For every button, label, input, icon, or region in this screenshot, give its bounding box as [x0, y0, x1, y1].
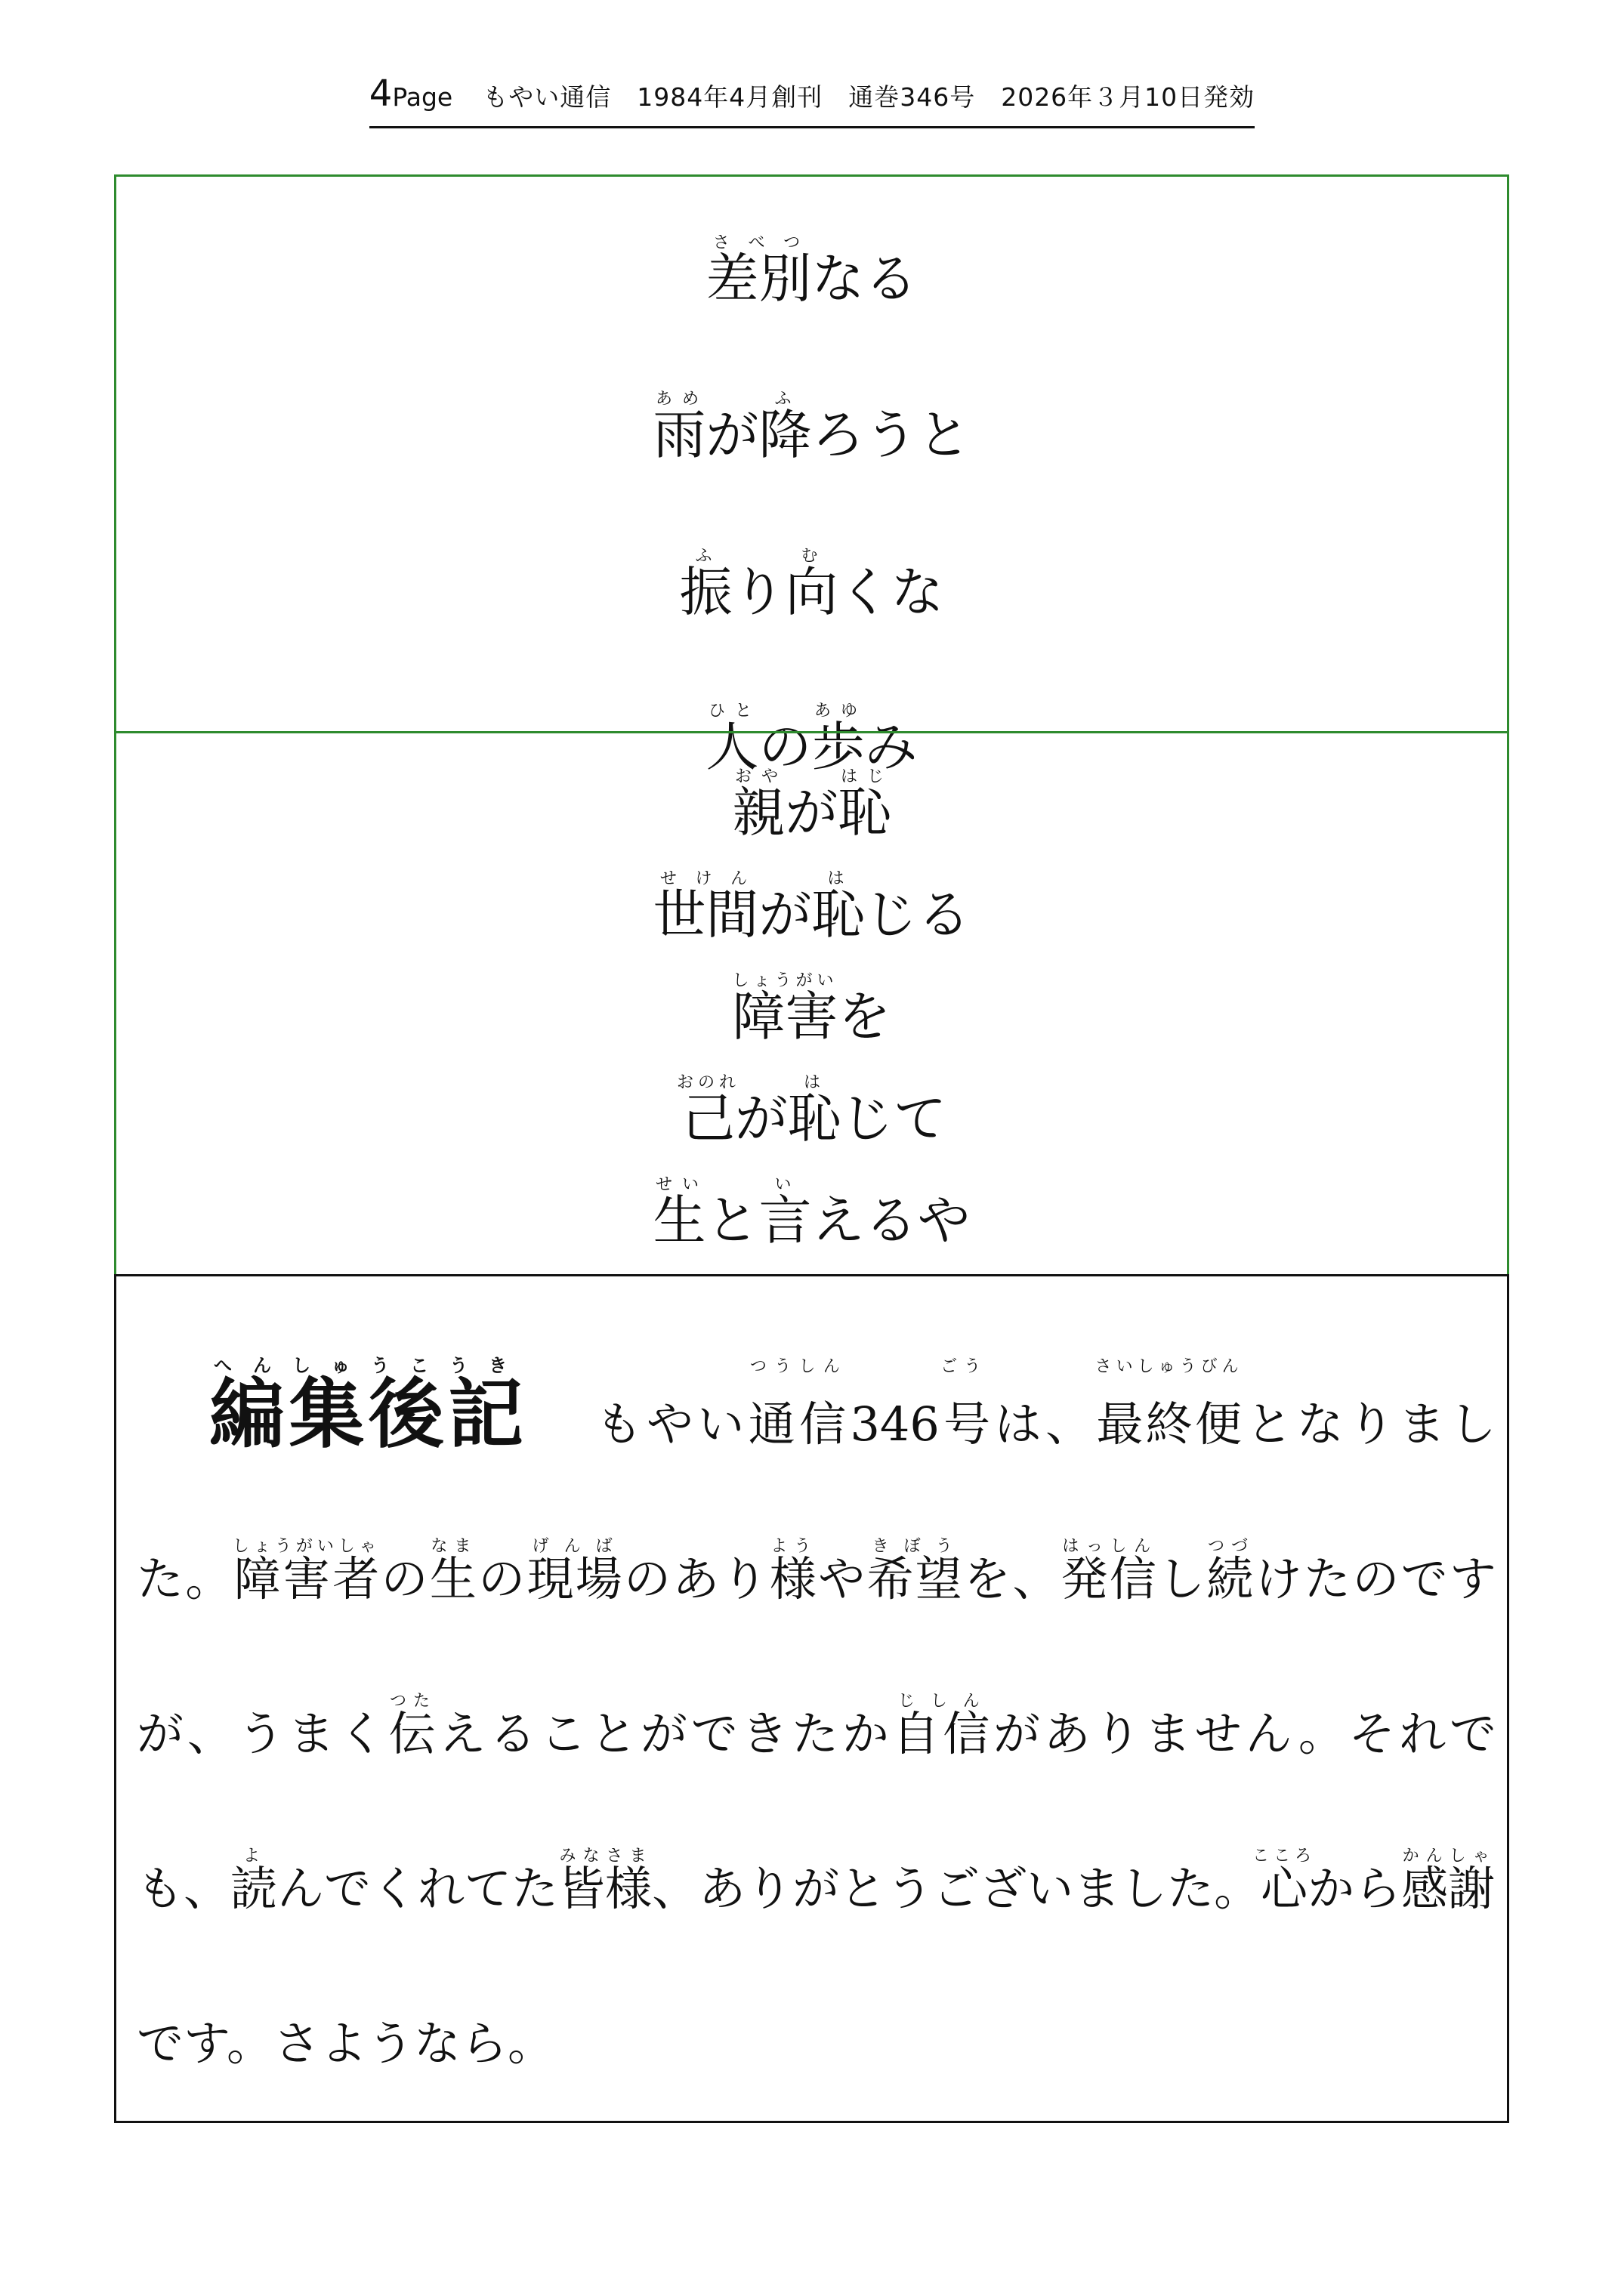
poem-2-kanji: 恥 [838, 782, 891, 844]
afterword-furigana: はっしん [1061, 1537, 1156, 1556]
poem-2-ruby [732, 767, 786, 844]
poem-2-kanji: 己 [676, 1088, 740, 1150]
poem-line [116, 869, 1507, 949]
afterword-ruby [769, 1537, 819, 1606]
poem-2-text: じる [864, 884, 971, 946]
poem-2-text: を [838, 986, 891, 1048]
poem-1-kanji: 降 [758, 404, 812, 466]
afterword-furigana: ごう [939, 1357, 986, 1376]
afterword-kanji: 様 [769, 1551, 819, 1606]
afterword-furigana: なま [429, 1537, 477, 1556]
poem-2-ruby [653, 1175, 706, 1251]
poem-1-furigana: ふ [758, 390, 812, 409]
poem-2-ruby [838, 767, 891, 844]
afterword-ruby [388, 1692, 440, 1761]
afterword-kanji: 生 [429, 1551, 479, 1606]
afterword-furigana: じしん [892, 1692, 990, 1711]
poem-1-ruby [705, 233, 812, 310]
afterword-text: や [818, 1551, 867, 1606]
afterword-ruby [1206, 1537, 1255, 1606]
poem-2-ruby [732, 971, 838, 1048]
afterword-text: を、 [964, 1551, 1061, 1606]
afterword-kanji: 発信 [1061, 1551, 1159, 1606]
poem-1-text: くな [838, 561, 944, 623]
afterword-text: がありません。それでも、 [137, 1706, 1496, 1916]
afterword-furigana: つづ [1206, 1537, 1254, 1556]
page-header [0, 73, 1624, 128]
afterword-ruby [939, 1357, 995, 1452]
afterword-furigana: つた [388, 1692, 436, 1711]
afterword-kanji: 希望 [866, 1551, 965, 1606]
poem-1-text: が [705, 404, 759, 466]
poem-2-furigana: はじ [838, 767, 891, 786]
afterword-kanji: 伝 [388, 1706, 440, 1761]
poem-2-text: が [758, 884, 812, 946]
afterword-text: は、 [994, 1396, 1097, 1452]
poem-1-furigana: ひと [705, 702, 759, 721]
poem-2-furigana: せけん [653, 869, 759, 888]
afterword-furigana: げんば [526, 1537, 622, 1556]
afterword-text: の [478, 1551, 527, 1606]
poem-line [116, 767, 1507, 847]
poem-2-kanji: 障害 [732, 986, 838, 1048]
afterword-kanji: 心 [1252, 1861, 1317, 1916]
afterword-kanji: 続 [1206, 1551, 1255, 1606]
afterword-furigana: つうしん [748, 1357, 847, 1376]
poem-1-text: ろうと [811, 404, 971, 466]
poem-2-text: が [785, 782, 838, 844]
poem-2-furigana: い [758, 1175, 812, 1194]
afterword-furigana: みなさま [558, 1847, 653, 1866]
poem-1-kanji: 向 [785, 561, 838, 623]
afterword-title-furigana: へんしゅうこうき [209, 1355, 524, 1376]
poem-2-ruby [653, 869, 759, 946]
poem-1-furigana: む [785, 547, 838, 566]
poem-1-furigana: ふ [679, 547, 733, 566]
afterword-text: から [1308, 1861, 1402, 1916]
publication-info: もやい通信 1984年4月創刊 通巻346号 2026年３月10日発効 [483, 82, 1255, 112]
afterword-text: 346 [850, 1396, 940, 1452]
poem-1-furigana: さべつ [705, 233, 812, 252]
poem-1-kanji: 人 [705, 716, 759, 778]
afterword-text: 、ありがとうございました。 [652, 1861, 1261, 1916]
poem-1-kanji: 歩 [811, 716, 865, 778]
poem-1-text: り [732, 561, 786, 623]
afterword-kanji: 障害者 [232, 1551, 381, 1606]
poem-1-kanji: 雨 [653, 404, 706, 466]
afterword-text: となりました。 [137, 1396, 1496, 1606]
poem-1-text: み [864, 716, 918, 778]
afterword-furigana: しょうがいしゃ [232, 1537, 381, 1556]
afterword-text: けたのですが、うまく [137, 1551, 1496, 1761]
poem-2-furigana: おや [732, 767, 786, 786]
afterword-furigana: こころ [1252, 1847, 1317, 1866]
page-number: 4 [369, 73, 393, 115]
afterword-ruby [1252, 1847, 1317, 1916]
poem-box-2 [114, 731, 1509, 1276]
poem-2-furigana: せい [653, 1175, 706, 1194]
poem-2-furigana: は [787, 1073, 841, 1092]
afterword-text: です。さようなら。 [137, 2016, 555, 2071]
afterword-ruby [866, 1537, 965, 1606]
poem-2-kanji: 恥 [811, 884, 865, 946]
poem-2-kanji: 生 [653, 1190, 706, 1251]
poem-1-ruby [785, 547, 838, 623]
afterword-title [209, 1355, 528, 1458]
afterword-ruby [526, 1537, 625, 1606]
afterword-title-text: 編集後記 [209, 1370, 528, 1458]
afterword-kanji: 現場 [526, 1551, 625, 1606]
afterword-kanji: 最終便 [1095, 1396, 1243, 1452]
header-line [369, 73, 1255, 128]
poem-1-kanji: 振 [679, 561, 733, 623]
poem-2-furigana: しょうがい [732, 971, 838, 990]
afterword-kanji: 読 [230, 1861, 278, 1916]
poem-1-ruby [653, 390, 706, 466]
afterword-ruby [1095, 1357, 1243, 1452]
afterword-kanji: 皆様 [558, 1861, 653, 1916]
afterword-ruby [558, 1847, 653, 1916]
afterword-ruby [232, 1537, 381, 1606]
poem-2-ruby [676, 1073, 740, 1150]
afterword-ruby [1061, 1537, 1159, 1606]
afterword-text: んでくれてた [277, 1861, 559, 1916]
afterword-text: の [379, 1551, 430, 1606]
afterword-ruby [1401, 1847, 1496, 1916]
poem-2-kanji: 親 [732, 782, 786, 844]
poem-1-furigana: あめ [653, 390, 706, 409]
poem-1-kanji: 差別 [705, 248, 812, 310]
poem-1-ruby [679, 547, 733, 623]
afterword-kanji: 自信 [892, 1706, 993, 1761]
poem-2-ruby [758, 1175, 812, 1251]
poem-2-text: と [705, 1190, 759, 1251]
afterword-text: のあり [624, 1551, 770, 1606]
poem-2-text: が [734, 1088, 788, 1150]
afterword-ruby [429, 1537, 479, 1606]
poem-2-text: えるや [811, 1190, 971, 1251]
page-word: Page [392, 82, 453, 112]
afterword-furigana: よう [769, 1537, 817, 1556]
afterword-ruby [748, 1357, 851, 1452]
afterword-furigana: よ [230, 1847, 278, 1866]
afterword-furigana: かんしゃ [1401, 1847, 1496, 1866]
poem-line [116, 390, 1507, 469]
afterword-box [114, 1274, 1509, 2123]
poem-1-furigana: あゆ [811, 702, 865, 721]
poem-line [116, 233, 1507, 313]
afterword-kanji: 号 [939, 1396, 995, 1452]
afterword-kanji: 通信 [748, 1396, 851, 1452]
afterword-ruby [892, 1692, 993, 1761]
poem-2-text: じて [840, 1088, 946, 1150]
afterword-text: もやい [595, 1396, 749, 1452]
poem-2-furigana: おのれ [676, 1073, 740, 1092]
poem-2-ruby [811, 869, 865, 946]
poem-2-kanji: 言 [758, 1190, 812, 1251]
poem-line [116, 971, 1507, 1051]
poem-line [116, 1073, 1507, 1153]
poem-2-kanji: 世間 [653, 884, 759, 946]
afterword-furigana: きぼう [866, 1537, 962, 1556]
poem-2-kanji: 恥 [787, 1088, 841, 1150]
poem-2-furigana: は [811, 869, 865, 888]
afterword-text: えることができたか [439, 1706, 893, 1761]
poem-line [116, 1175, 1507, 1255]
poem-1-ruby [758, 390, 812, 466]
afterword-text: し [1158, 1551, 1207, 1606]
afterword-ruby [230, 1847, 278, 1916]
poem-1-text: なる [811, 248, 918, 310]
poem-1-text: の [758, 716, 812, 778]
afterword-furigana: さいしゅうびん [1095, 1357, 1243, 1376]
poem-line [116, 547, 1507, 626]
afterword-text [137, 1337, 1496, 2121]
poem-2-ruby [787, 1073, 841, 1150]
afterword-kanji: 感謝 [1401, 1861, 1496, 1916]
